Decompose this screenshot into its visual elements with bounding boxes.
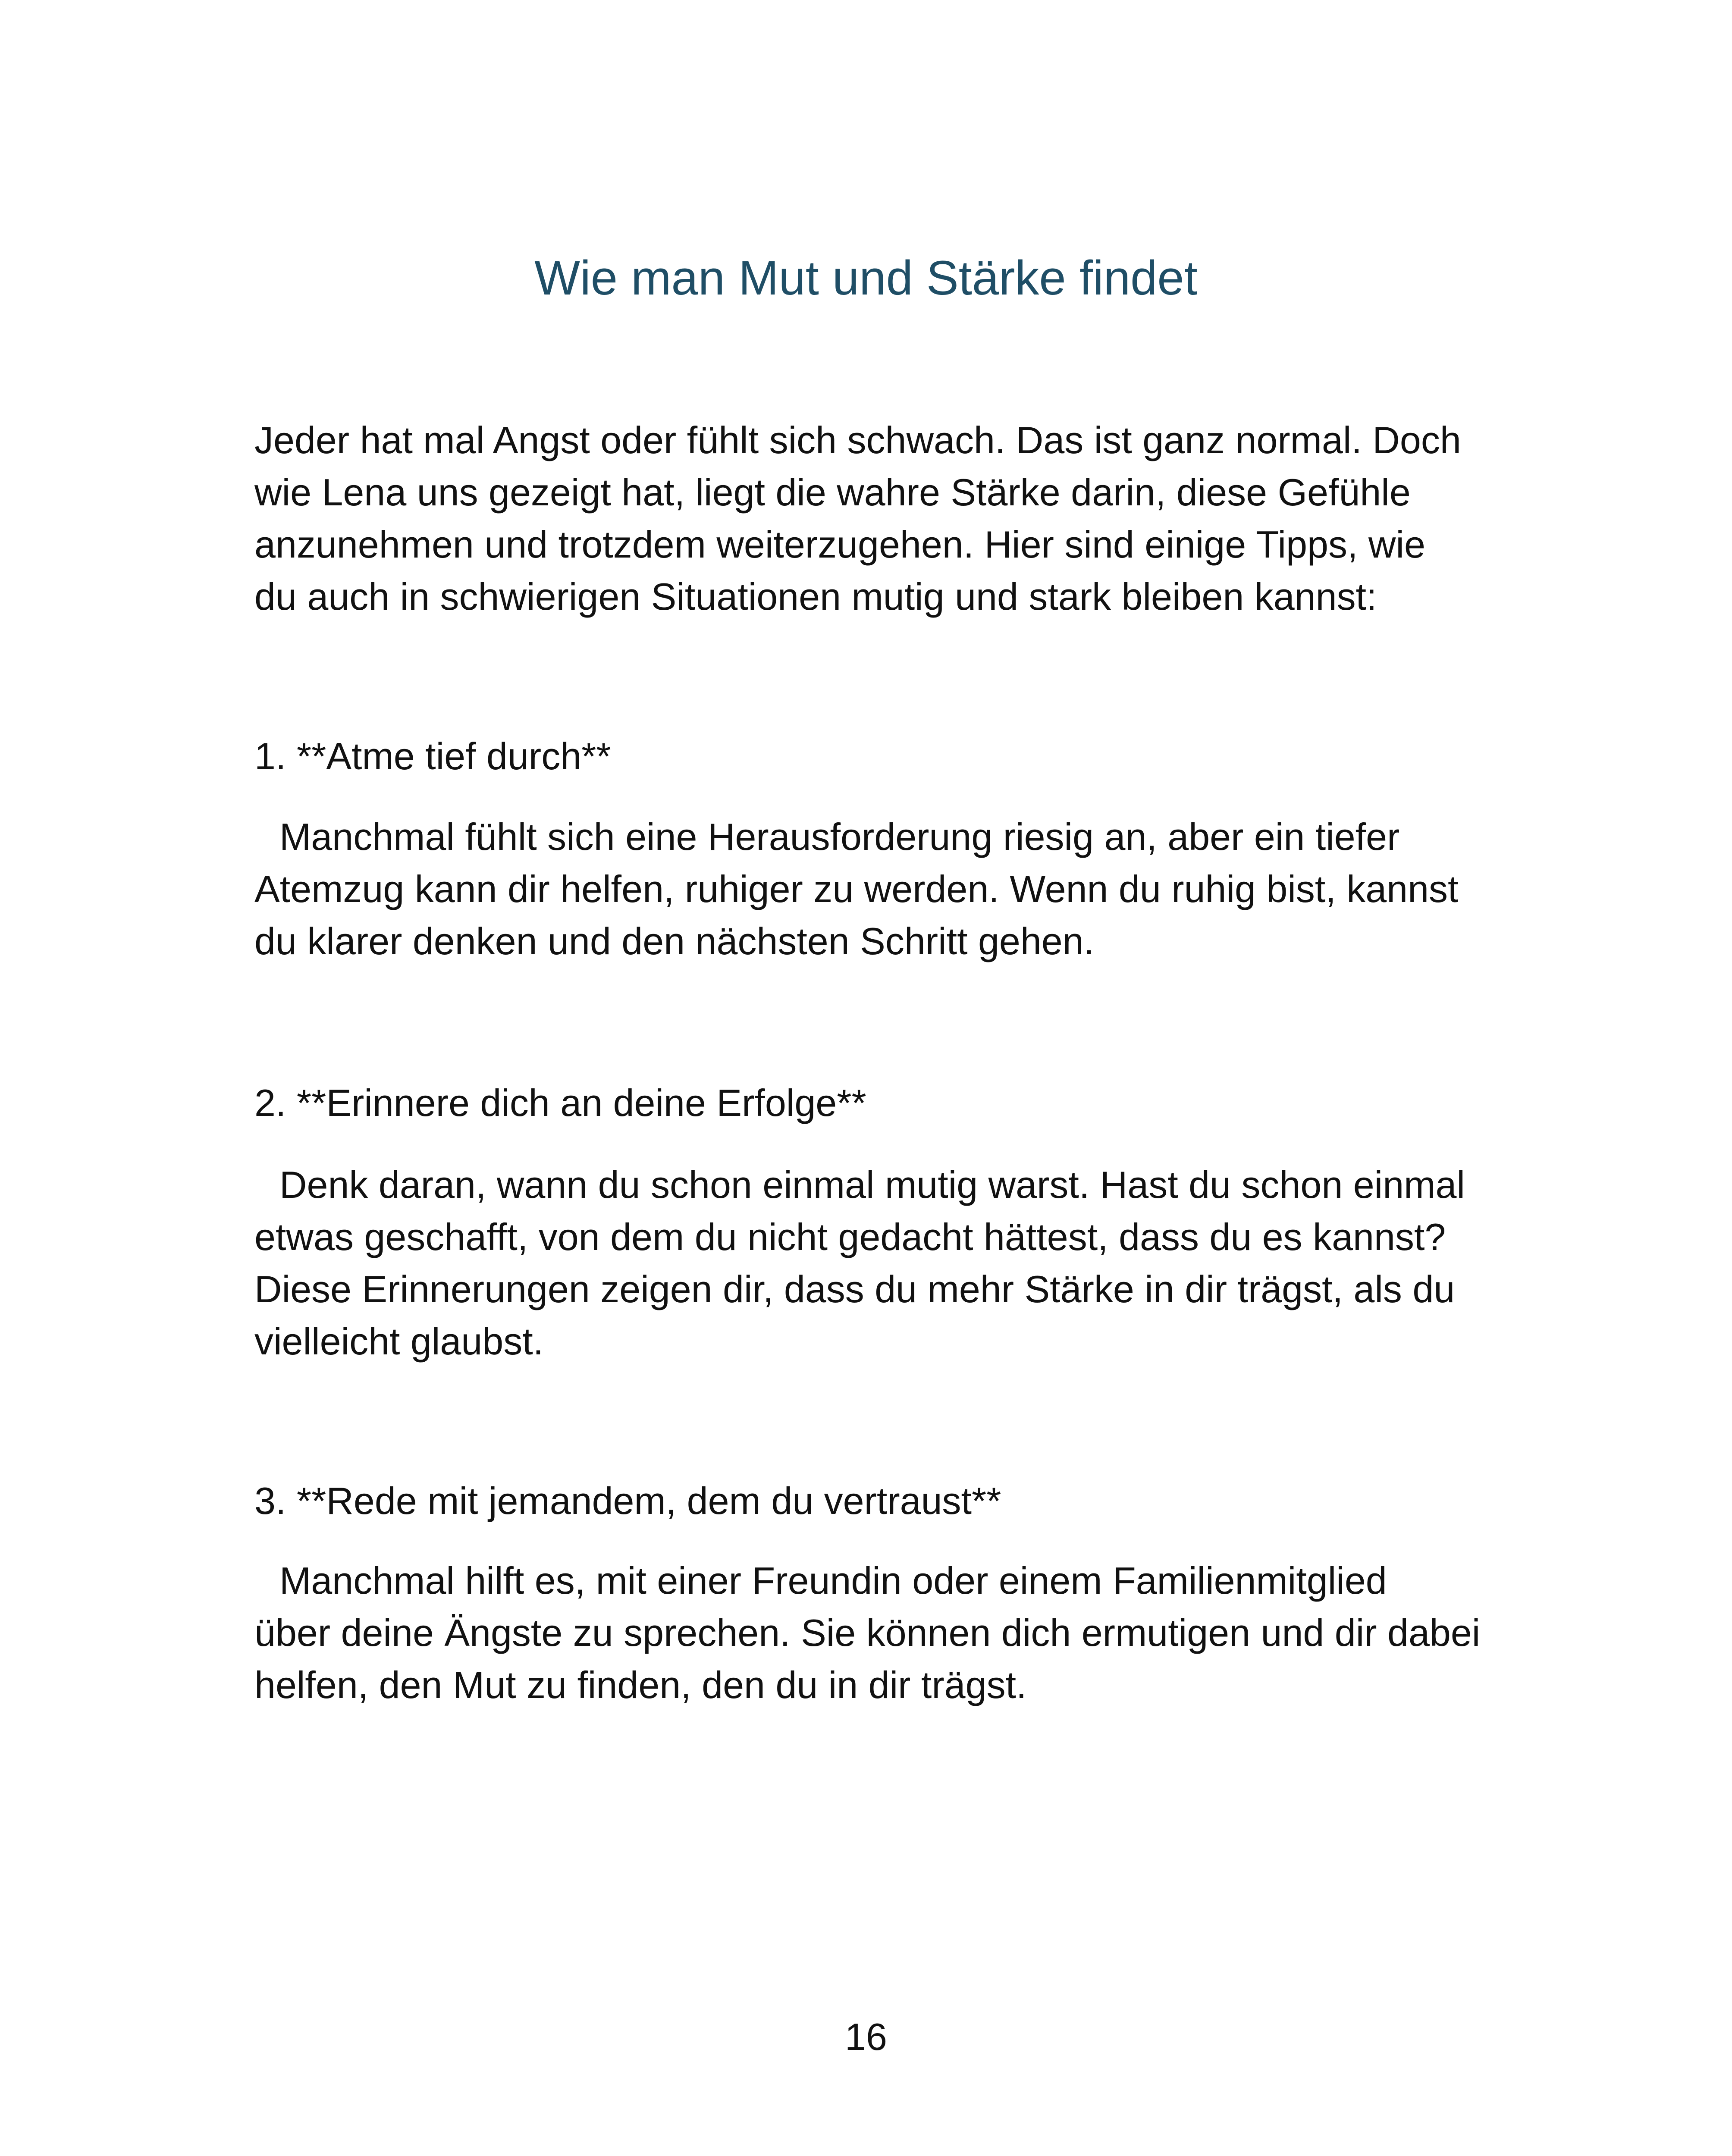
tip-heading-breathe: 1. **Atme tief durch** (254, 735, 611, 777)
intro-line: wie Lena uns gezeigt hat, liegt die wahre Stärke darin, diese Gefühle (254, 471, 1411, 514)
tip-body-successes (254, 1159, 1497, 1367)
intro-line: du auch in schwierigen Situationen mutig und stark bleiben kannst: (254, 575, 1377, 618)
intro-line: Jeder hat mal Angst oder fühlt sich schwach. Das ist ganz normal. Doch (254, 419, 1461, 461)
tip-heading-talk: 3. **Rede mit jemandem, dem du vertraust** (254, 1479, 1001, 1522)
tip-body-line: Manchmal hilft es, mit einer Freundin oder einem Familienmitglied (279, 1559, 1387, 1602)
tip-body-line: vielleicht glaubst. (254, 1320, 544, 1363)
intro-paragraph (254, 414, 1497, 623)
tip-body-talk (254, 1554, 1497, 1711)
tip-body-line: Manchmal fühlt sich eine Herausforderung riesig an, aber ein tiefer (279, 815, 1400, 858)
page-number: 16 (845, 2015, 887, 2058)
tip-body-line: du klarer denken und den nächsten Schritt gehen. (254, 920, 1095, 962)
tip-body-line: Denk daran, wann du schon einmal mutig warst. Hast du schon einmal (279, 1163, 1465, 1206)
page-title: Wie man Mut und Stärke findet (534, 251, 1198, 305)
tip-body-line: über deine Ängste zu sprechen. Sie können dich ermutigen und dir dabei (254, 1611, 1481, 1654)
intro-line: anzunehmen und trotzdem weiterzugehen. Hier sind einige Tipps, wie (254, 523, 1425, 566)
tip-body-line: Diese Erinnerungen zeigen dir, dass du mehr Stärke in dir trägst, als du (254, 1268, 1455, 1310)
tip-body-line: helfen, den Mut zu finden, den du in dir trägst. (254, 1664, 1027, 1706)
tip-heading-successes: 2. **Erinnere dich an deine Erfolge** (254, 1081, 866, 1124)
tip-body-line: etwas geschafft, von dem du nicht gedacht hättest, dass du es kannst? (254, 1216, 1446, 1258)
tip-body-line: Atemzug kann dir helfen, ruhiger zu werden. Wenn du ruhig bist, kannst (254, 868, 1459, 910)
tip-body-breathe (254, 811, 1497, 967)
